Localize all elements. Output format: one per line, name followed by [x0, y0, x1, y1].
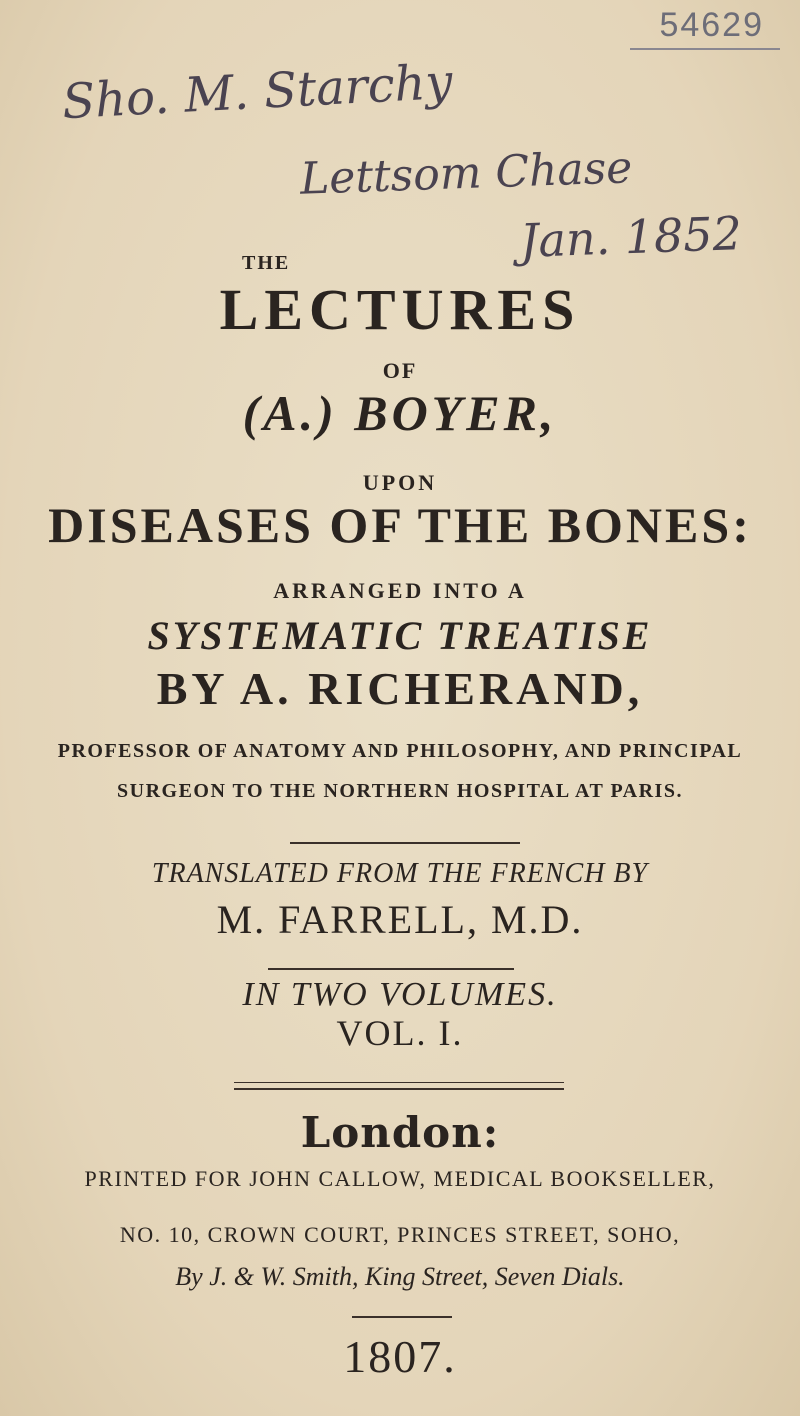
imprint-address: NO. 10, CROWN COURT, PRINCES STREET, SOHO,: [119, 1222, 681, 1247]
imprint-printer: By J. & W. Smith, King Street, Seven Dials.: [175, 1262, 625, 1291]
manuscript-inscription-line2: Lettsom Chase: [299, 142, 634, 205]
translated-by-line: TRANSLATED FROM THE FRENCH BY: [151, 858, 649, 889]
title-treatise: SYSTEMATIC TREATISE: [147, 613, 653, 658]
stamp-underline: [630, 48, 780, 50]
title-author: (A.) BOYER,: [242, 385, 558, 441]
divider-rule: [268, 968, 514, 970]
editor-credentials-line2: SURGEON TO THE NORTHERN HOSPITAL AT PARIS.: [117, 780, 683, 802]
library-stamp-number: 54629: [659, 6, 764, 44]
imprint-city: London:: [300, 1108, 500, 1157]
title-subject: DISEASES OF THE BONES:: [48, 497, 752, 553]
divider-rule: [352, 1316, 452, 1318]
title-the: THE: [242, 252, 291, 274]
title-editor: BY A. RICHERAND,: [156, 663, 644, 714]
manuscript-inscription-line3: Jan. 1852: [519, 206, 743, 268]
volume-number: VOL. I.: [336, 1013, 464, 1053]
manuscript-inscription-line1: Sho. M. Starchy: [60, 53, 454, 131]
editor-credentials-line1: PROFESSOR OF ANATOMY AND PHILOSOPHY, AND PRINCIPAL: [57, 740, 743, 762]
title-arranged: ARRANGED INTO A: [273, 578, 527, 603]
translator-name: M. FARRELL, M.D.: [216, 897, 584, 942]
imprint-publisher: PRINTED FOR JOHN CALLOW, MEDICAL BOOKSELLER,: [84, 1166, 716, 1191]
double-divider-rule: [234, 1082, 564, 1090]
title-lectures: LECTURES: [219, 277, 581, 342]
imprint-year: 1807.: [343, 1331, 457, 1382]
volume-count: IN TWO VOLUMES.: [242, 976, 558, 1013]
title-of: OF: [382, 358, 418, 383]
title-upon: UPON: [362, 470, 438, 495]
divider-rule: [290, 842, 520, 844]
